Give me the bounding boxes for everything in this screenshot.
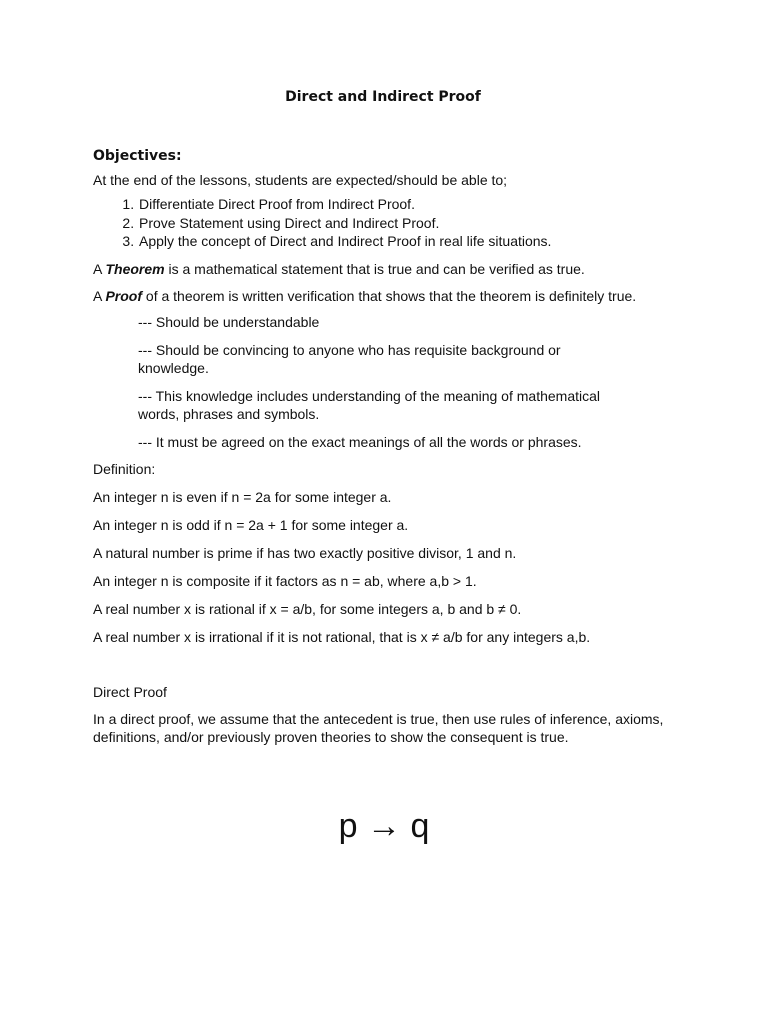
- definition-item: An integer n is even if n = 2a for some integer a.: [93, 488, 392, 505]
- proof-prefix: A: [93, 287, 106, 304]
- objectives-heading: Objectives:: [93, 148, 182, 164]
- direct-proof-heading: Direct Proof: [93, 683, 167, 700]
- objectives-list: [93, 195, 673, 251]
- objectives-intro: At the end of the lessons, students are expected/should be able to;: [93, 172, 508, 188]
- proof-definition: [93, 287, 673, 305]
- document-title: Direct and Indirect Proof: [285, 89, 481, 105]
- direct-proof-text: In a direct proof, we assume that the antecedent is true, then use rules of inference, axioms, definitions, and/or previously proven theories to show the consequent is true.: [93, 710, 664, 745]
- proof-term: Proof: [105, 287, 143, 304]
- objective-item: 3. Apply the concept of Direct and Indirect Proof in real life situations.: [138, 232, 673, 251]
- proof-text: of a theorem is written verification that shows that the theorem is definitely true.: [142, 287, 637, 304]
- objective-item: 1. Differentiate Direct Proof from Indirect Proof.: [138, 195, 673, 214]
- definition-item: A natural number is prime if has two exactly positive divisor, 1 and n.: [93, 544, 517, 561]
- theorem-prefix: A: [93, 260, 106, 277]
- proof-point: --- Should be understandable: [138, 313, 320, 330]
- implication-formula: p → q: [338, 807, 430, 845]
- theorem-term: Theorem: [105, 260, 165, 277]
- proof-point: --- It must be agreed on the exact meanings of all the words or phrases.: [138, 433, 582, 450]
- document-body: [93, 88, 673, 746]
- definition-item: An integer n is odd if n = 2a + 1 for some integer a.: [93, 516, 409, 533]
- definition-item: A real number x is rational if x = a/b, for some integers a, b and b ≠ 0.: [93, 600, 522, 617]
- theorem-text: is a mathematical statement that is true and can be verified as true.: [164, 260, 585, 277]
- definition-item: An integer n is composite if it factors as n = ab, where a,b > 1.: [93, 572, 477, 589]
- theorem-definition: [93, 260, 673, 278]
- proof-point: --- This knowledge includes understanding of the meaning of mathematical words, phrases and symbols.: [138, 387, 600, 422]
- definition-heading: Definition:: [93, 460, 156, 477]
- definition-item: A real number x is irrational if it is not rational, that is x ≠ a/b for any integers a,b.: [93, 628, 591, 645]
- proof-point: --- Should be convincing to anyone who has requisite background or knowledge.: [138, 341, 561, 376]
- objective-item: 2. Prove Statement using Direct and Indirect Proof.: [138, 214, 673, 233]
